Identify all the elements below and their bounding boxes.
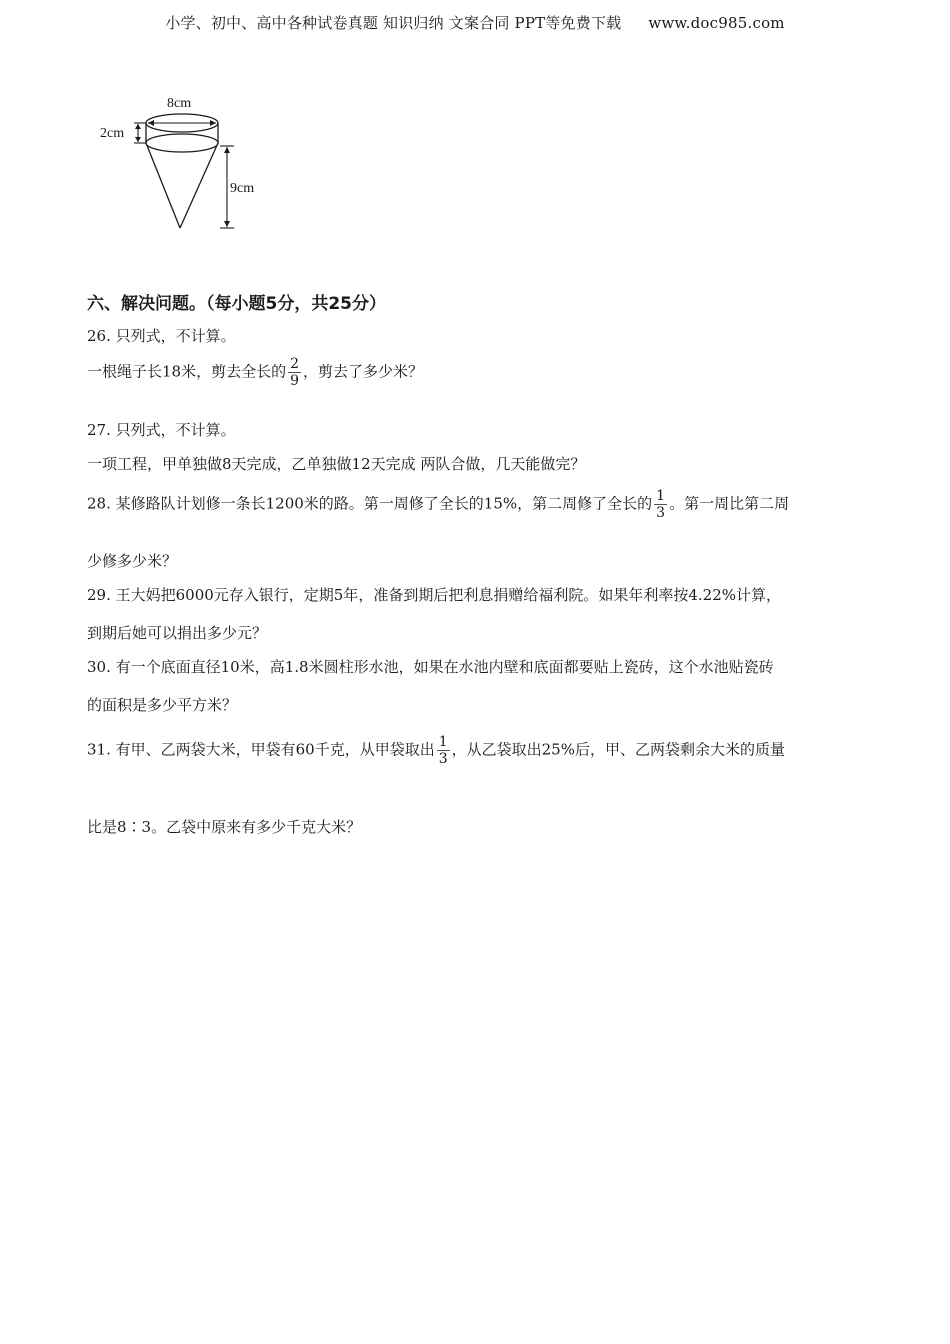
cyl-height-label: 2cm [100, 126, 125, 141]
q28-frac-den: 3 [656, 505, 666, 521]
q26-pre: 一根绳子长18米，剪去全长的 [87, 362, 287, 381]
q30-line1: 30. 有一个底面直径10米，高1.8米圆柱形水池，如果在水池内壁和底面都要贴上瓷砖，这个水池贴瓷砖 [87, 658, 774, 676]
diameter-label: 8cm [167, 96, 192, 111]
q26-post: ，剪去了多少米？ [303, 362, 424, 381]
q28-line2: 少修多少米？ [87, 552, 178, 570]
q28-line1 [87, 488, 789, 521]
page-header [0, 12, 950, 33]
q31-line2: 比是8∶3。乙袋中原来有多少千克大米？ [87, 818, 362, 836]
header-site: www.doc985.com [648, 14, 785, 32]
q28-pre: 28. 某修路队计划修一条长1200米的路。第一周修了全长的15%，第二周修了全长的 [87, 494, 653, 513]
q28-frac-num: 1 [656, 488, 666, 504]
q31-frac-den: 3 [438, 751, 448, 767]
header-text: 小学、初中、高中各种试卷真题 知识归纳 文案合同 PPT等免费下载 [165, 14, 622, 32]
q31-pre: 31. 有甲、乙两袋大米，甲袋有60千克，从甲袋取出 [87, 740, 435, 759]
q31-line1 [87, 734, 785, 767]
q26-frac-num: 2 [290, 356, 300, 372]
q28-fraction [654, 488, 667, 521]
q26-fraction [288, 356, 301, 389]
section-title: 六、解决问题。（每小题5分，共25分） [87, 294, 386, 314]
q31-post: ，从乙袋取出25%后，甲、乙两袋剩余大米的质量 [451, 740, 785, 759]
q26-head: 26. 只列式，不计算。 [87, 327, 236, 345]
q26-frac-den: 9 [290, 373, 300, 389]
q29-line1: 29. 王大妈把6000元存入银行，定期5年，准备到期后把利息捐赠给福利院。如果年利率按4.22%计算， [87, 586, 781, 604]
q26-body [87, 356, 423, 389]
q31-fraction [437, 734, 450, 767]
cone-height-label: 9cm [230, 181, 255, 196]
q29-line2: 到期后她可以捐出多少元？ [87, 624, 268, 642]
q31-frac-num: 1 [438, 734, 448, 750]
q28-post: 。第一周比第二周 [669, 494, 790, 513]
q30-line2: 的面积是多少平方米？ [87, 696, 238, 714]
cone-left-side [146, 143, 180, 228]
q27-head: 27. 只列式，不计算。 [87, 421, 236, 439]
cone-cylinder-figure [96, 88, 276, 236]
cone-right-side [180, 143, 218, 228]
cone-top [146, 134, 218, 152]
q27-body: 一项工程，甲单独做8天完成，乙单独做12天完成 两队合做，几天能做完？ [87, 455, 586, 473]
